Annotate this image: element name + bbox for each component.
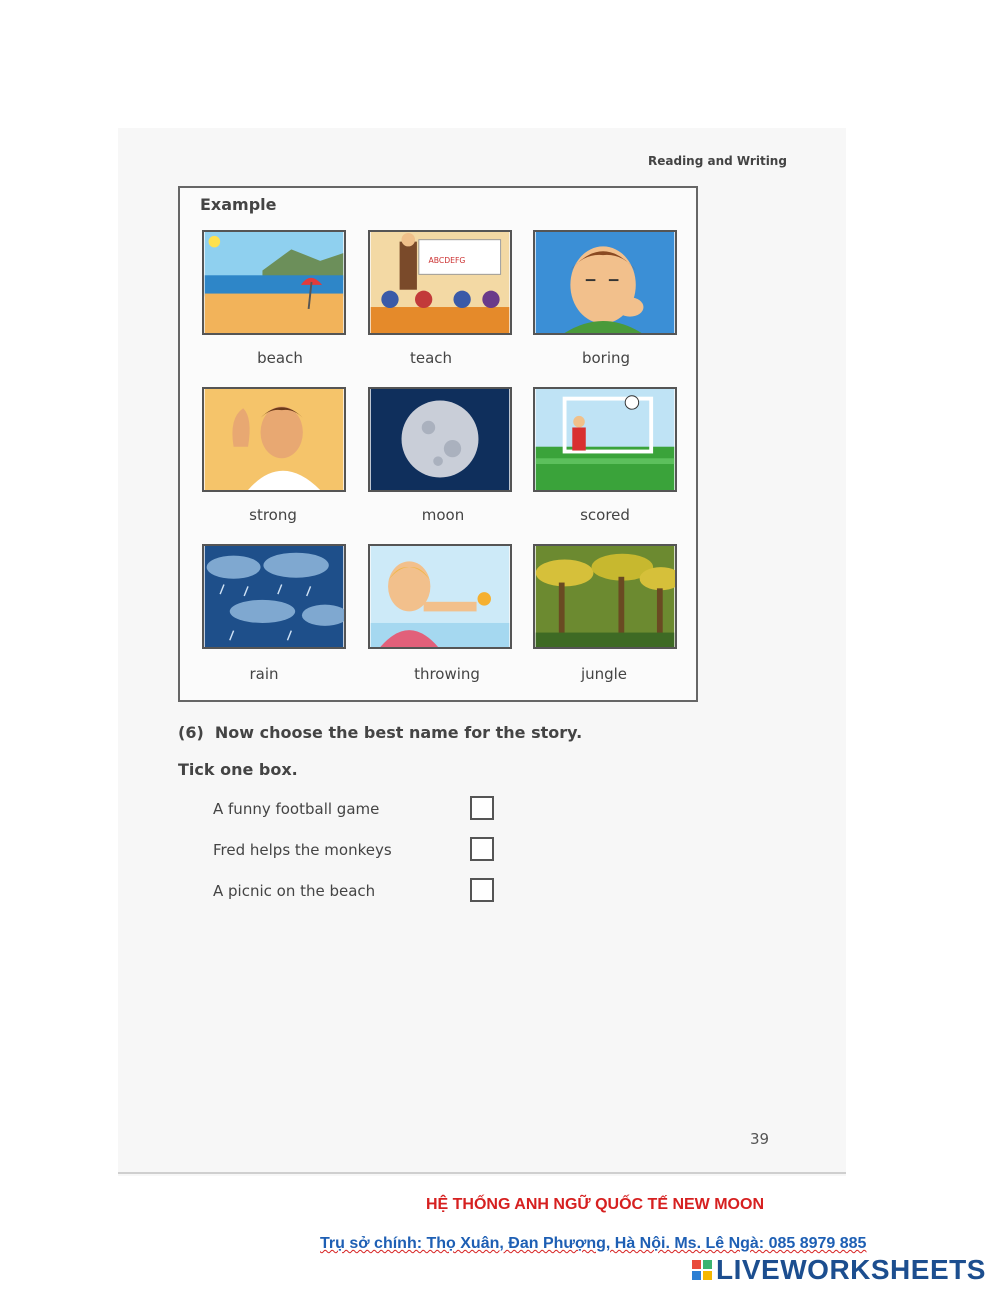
example-word: boring — [581, 349, 631, 367]
example-word: teach — [409, 349, 453, 367]
footer-address — [320, 1235, 866, 1253]
logo-square — [692, 1260, 701, 1269]
logo-square — [703, 1260, 712, 1269]
footer-address-text: Trụ sở chính: Thọ Xuân, Đan Phượng, Hà Nội. Ms. Lê Ngà: 085 8979 885 — [320, 1235, 867, 1252]
question-prompt: (6) Now choose the best name for the story. — [178, 723, 583, 742]
example-word: strong — [249, 506, 297, 524]
football-goal-icon — [533, 387, 677, 492]
page-edge — [118, 1172, 846, 1174]
option-label: Fred helps the monkeys — [213, 841, 392, 859]
teacher-classroom-icon — [368, 230, 512, 335]
svg-text:ABCDEFG: ABCDEFG — [428, 255, 466, 265]
page-number: 39 — [750, 1130, 770, 1148]
option-label: A picnic on the beach — [213, 882, 376, 900]
rain-icon — [202, 544, 346, 649]
question-instruction: Tick one box. — [178, 760, 298, 779]
example-word: jungle — [580, 665, 628, 683]
footer-org: HỆ THỐNG ANH NGỮ QUỐC TẾ NEW MOON — [425, 1196, 764, 1213]
liveworksheets-logo-icon — [692, 1260, 712, 1280]
example-label: Example — [200, 195, 277, 214]
section-header: Reading and Writing — [648, 154, 787, 168]
logo-square — [692, 1271, 701, 1280]
jungle-icon — [533, 544, 677, 649]
example-word: beach — [257, 349, 303, 367]
example-word: moon — [421, 506, 465, 524]
liveworksheets-brand[interactable] — [692, 1254, 986, 1286]
option-checkbox-2[interactable] — [470, 837, 494, 861]
girl-throwing-ball-icon — [368, 544, 512, 649]
option-checkbox-1[interactable] — [470, 796, 494, 820]
beach-icon — [202, 230, 346, 335]
moon-icon — [368, 387, 512, 492]
bored-boy-icon — [533, 230, 677, 335]
strong-man-icon — [202, 387, 346, 492]
example-word: scored — [580, 506, 630, 524]
option-checkbox-3[interactable] — [470, 878, 494, 902]
example-word: rain — [249, 665, 279, 683]
liveworksheets-text: LIVEWORKSHEETS — [716, 1254, 986, 1285]
logo-square — [703, 1271, 712, 1280]
example-word: throwing — [414, 665, 480, 683]
option-label: A funny football game — [213, 800, 380, 818]
